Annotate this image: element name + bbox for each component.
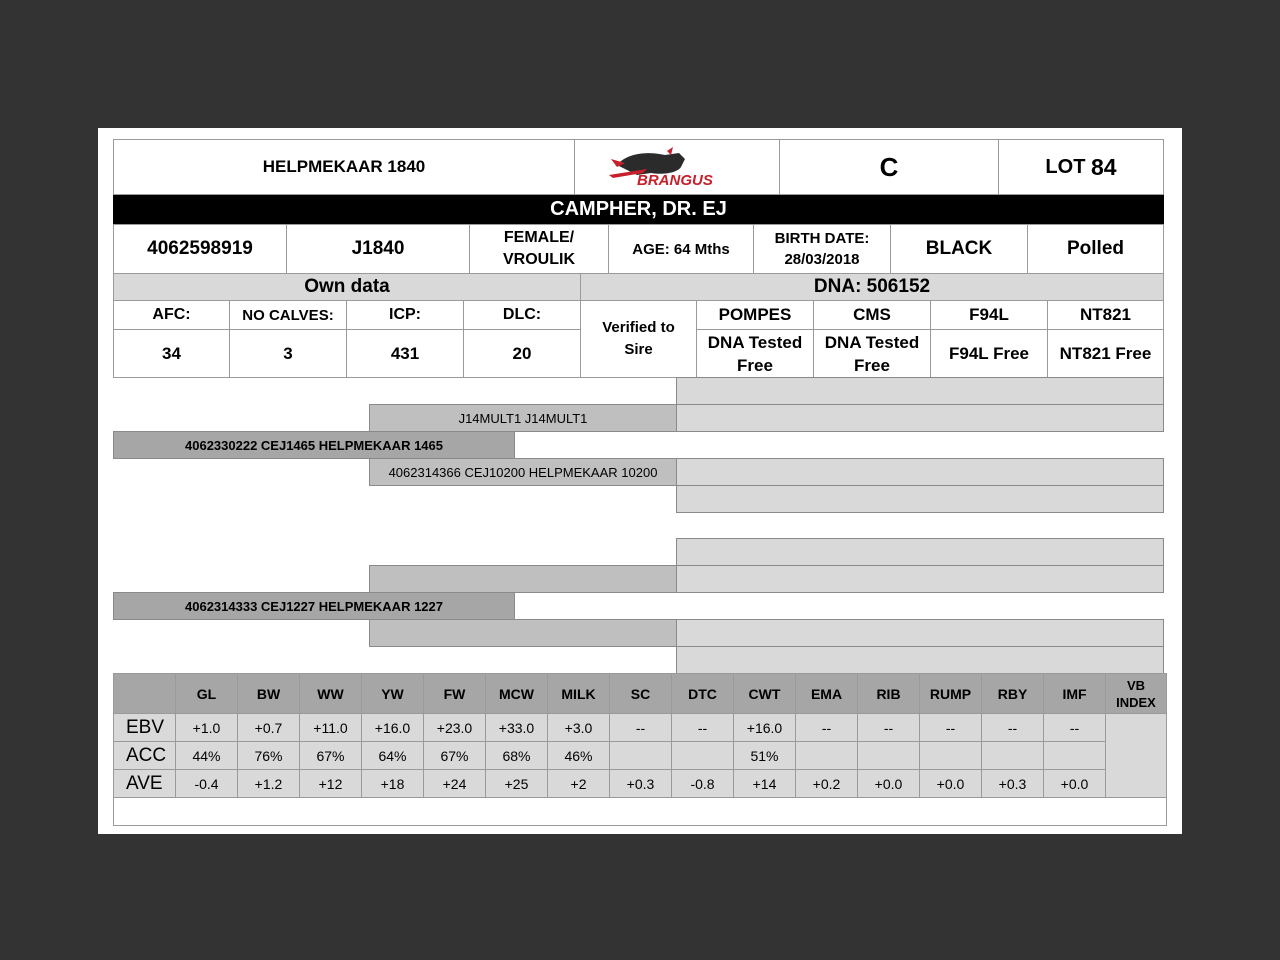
animal-age: AGE: 64 Mths — [608, 224, 754, 274]
ebv-value: -- — [672, 714, 734, 742]
acc-value: 67% — [300, 742, 362, 770]
ebv-header: DTC — [672, 674, 734, 714]
ebv-row-ave — [114, 770, 1167, 798]
dna-header-pompes: POMPES — [696, 300, 814, 330]
brangus-bull-icon — [607, 145, 747, 189]
own-value-icp: 431 — [346, 329, 464, 378]
pedigree-slot — [676, 485, 1164, 513]
animal-sex: FEMALE/ VROULIK — [469, 224, 609, 274]
birth-date — [753, 224, 891, 274]
row-label: AVE — [114, 770, 176, 798]
ave-value: +0.3 — [610, 770, 672, 798]
ave-value: +0.0 — [920, 770, 982, 798]
lot-card — [98, 128, 1182, 834]
ebv-row-acc — [114, 742, 1167, 770]
owner-bar: CAMPHER, DR. EJ — [113, 195, 1164, 224]
pedigree-slot — [676, 458, 1164, 486]
ebv-value: +3.0 — [548, 714, 610, 742]
dna-value-f94l: F94L Free — [930, 329, 1048, 378]
ave-value: +1.2 — [238, 770, 300, 798]
ebv-value: +23.0 — [424, 714, 486, 742]
ebv-header: RIB — [858, 674, 920, 714]
dna-value-pompes: DNA Tested Free — [696, 329, 814, 378]
ebv-value: +1.0 — [176, 714, 238, 742]
ebv-footer — [114, 798, 1167, 826]
own-value-calves: 3 — [229, 329, 347, 378]
ebv-table — [113, 673, 1167, 826]
row-label: ACC — [114, 742, 176, 770]
ave-value: +24 — [424, 770, 486, 798]
own-header-icp: ICP: — [346, 300, 464, 330]
ave-value: +0.2 — [796, 770, 858, 798]
logo-text: BRANGUS — [637, 172, 713, 189]
own-header-afc: AFC: — [113, 300, 230, 330]
pedigree-slot — [676, 538, 1164, 566]
ave-value: +0.3 — [982, 770, 1044, 798]
ave-value: +0.0 — [1044, 770, 1106, 798]
pedigree-sire-dam: 4062314366 CEJ10200 HELPMEKAAR 10200 — [369, 458, 677, 486]
lot-label: LOT — [1045, 155, 1086, 178]
pedigree-slot — [676, 619, 1164, 647]
acc-value: 68% — [486, 742, 548, 770]
ebv-value: -- — [1044, 714, 1106, 742]
ebv-header: RBY — [982, 674, 1044, 714]
ave-value: -0.8 — [672, 770, 734, 798]
ave-value: +2 — [548, 770, 610, 798]
acc-value — [920, 742, 982, 770]
own-value-afc: 34 — [113, 329, 230, 378]
verified-to-sire: Verified to Sire — [580, 300, 697, 378]
dna-value-cms: DNA Tested Free — [813, 329, 931, 378]
ebv-value: +11.0 — [300, 714, 362, 742]
ebv-header: FW — [424, 674, 486, 714]
pedigree-dam-sire — [369, 565, 677, 593]
pedigree-slot — [676, 404, 1164, 432]
ebv-value: -- — [920, 714, 982, 742]
ave-value: +18 — [362, 770, 424, 798]
ebv-value: -- — [858, 714, 920, 742]
ebv-header: SC — [610, 674, 672, 714]
pedigree-dam: 4062314333 CEJ1227 HELPMEKAAR 1227 — [113, 592, 515, 620]
vb-index-header: VB INDEX — [1106, 674, 1167, 714]
acc-value: 46% — [548, 742, 610, 770]
row-label: EBV — [114, 714, 176, 742]
dna-value-nt821: NT821 Free — [1047, 329, 1164, 378]
animal-horn: Polled — [1027, 224, 1164, 274]
birth-date-value: 28/03/2018 — [784, 251, 860, 268]
acc-value — [672, 742, 734, 770]
animal-colour: BLACK — [890, 224, 1028, 274]
ebv-row-ebv — [114, 714, 1167, 742]
ebv-header: WW — [300, 674, 362, 714]
ebv-value: +0.7 — [238, 714, 300, 742]
own-header-dlc: DLC: — [463, 300, 581, 330]
ebv-header: GL — [176, 674, 238, 714]
acc-value: 51% — [734, 742, 796, 770]
pedigree-sire: 4062330222 CEJ1465 HELPMEKAAR 1465 — [113, 431, 515, 459]
brangus-logo — [574, 139, 780, 195]
acc-value: 67% — [424, 742, 486, 770]
ebv-corner — [114, 674, 176, 714]
ave-value: +12 — [300, 770, 362, 798]
own-header-calves: NO CALVES: — [229, 300, 347, 330]
pedigree-slot — [676, 565, 1164, 593]
acc-value — [610, 742, 672, 770]
dna-title: DNA: 506152 — [580, 273, 1164, 301]
ebv-header: RUMP — [920, 674, 982, 714]
acc-value — [796, 742, 858, 770]
lot — [998, 139, 1164, 195]
ebv-header: MILK — [548, 674, 610, 714]
ebv-header: IMF — [1044, 674, 1106, 714]
dna-header-cms: CMS — [813, 300, 931, 330]
ebv-value: +16.0 — [362, 714, 424, 742]
birth-date-label: BIRTH DATE: — [774, 230, 870, 247]
own-data-title: Own data — [113, 273, 581, 301]
ebv-header: BW — [238, 674, 300, 714]
ave-value: -0.4 — [176, 770, 238, 798]
animal-tag: J1840 — [286, 224, 470, 274]
acc-value — [858, 742, 920, 770]
acc-value: 64% — [362, 742, 424, 770]
ebv-header: EMA — [796, 674, 858, 714]
dna-header-nt821: NT821 — [1047, 300, 1164, 330]
ebv-header: MCW — [486, 674, 548, 714]
pedigree-slot — [676, 646, 1164, 674]
pedigree-dam-dam — [369, 619, 677, 647]
ebv-value: -- — [610, 714, 672, 742]
acc-value: 76% — [238, 742, 300, 770]
ebv-value: -- — [796, 714, 858, 742]
ave-value: +25 — [486, 770, 548, 798]
ave-value: +14 — [734, 770, 796, 798]
ebv-header-row — [114, 674, 1167, 714]
grade: C — [779, 139, 999, 195]
vb-index-value — [1106, 714, 1167, 798]
ebv-header: CWT — [734, 674, 796, 714]
animal-id: 4062598919 — [113, 224, 287, 274]
own-value-dlc: 20 — [463, 329, 581, 378]
ebv-value: -- — [982, 714, 1044, 742]
dna-header-f94l: F94L — [930, 300, 1048, 330]
acc-value — [1044, 742, 1106, 770]
ebv-value: +33.0 — [486, 714, 548, 742]
ebv-footer-row — [114, 798, 1167, 826]
acc-value: 44% — [176, 742, 238, 770]
pedigree-sire-sire: J14MULT1 J14MULT1 — [369, 404, 677, 432]
acc-value — [982, 742, 1044, 770]
ave-value: +0.0 — [858, 770, 920, 798]
farm-name: HELPMEKAAR 1840 — [113, 139, 575, 195]
ebv-value: +16.0 — [734, 714, 796, 742]
pedigree-slot — [676, 377, 1164, 405]
ebv-header: YW — [362, 674, 424, 714]
lot-number: 84 — [1090, 153, 1117, 180]
